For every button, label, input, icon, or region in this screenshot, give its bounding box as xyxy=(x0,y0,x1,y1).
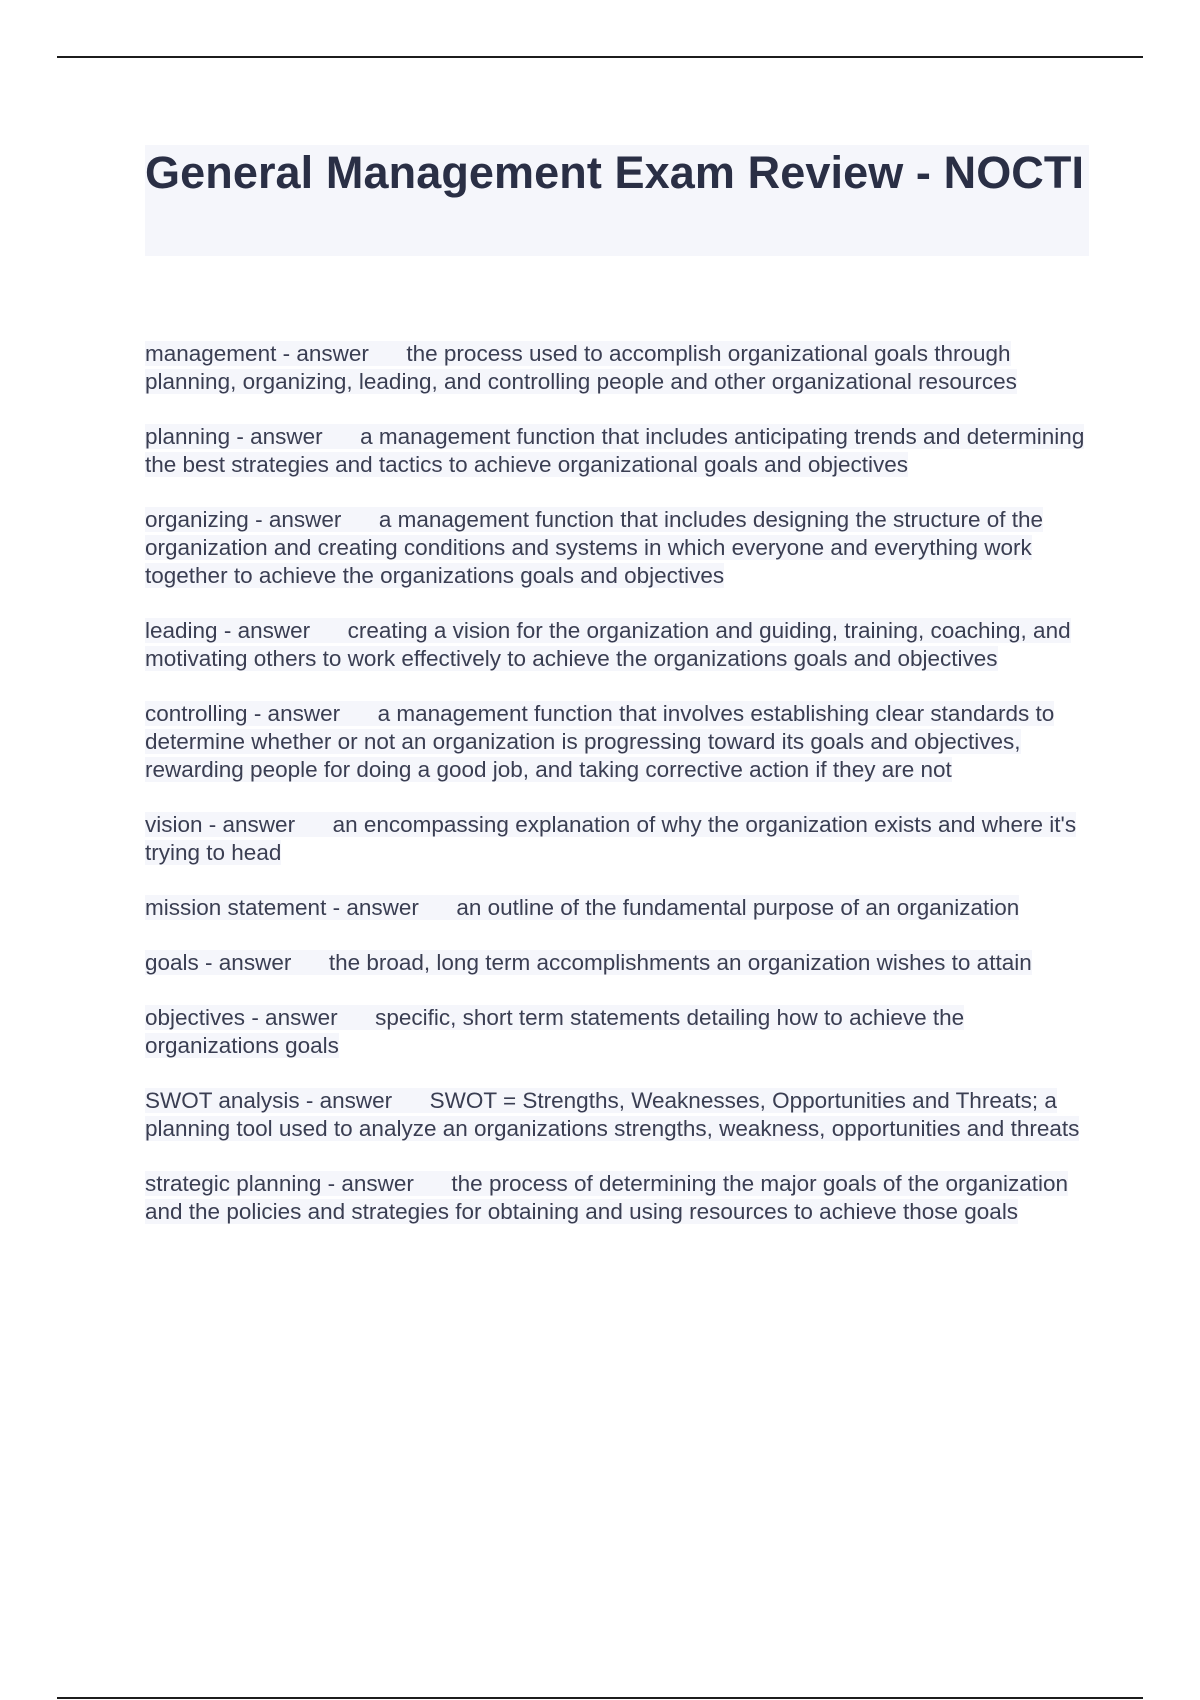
entry-definition: an encompassing explanation of why the organization exists and where it's trying to head xyxy=(145,812,1077,865)
answer-separator: - answer xyxy=(276,341,407,366)
flashcard-entry xyxy=(145,894,1095,922)
flashcard-entry xyxy=(145,1004,1095,1060)
answer-separator: - answer xyxy=(321,1171,452,1196)
answer-separator: - answer xyxy=(245,1005,376,1030)
entry-term: goals xyxy=(145,950,199,975)
flashcard-entry xyxy=(145,949,1095,977)
flashcard-list xyxy=(145,340,1095,1253)
entry-term: vision xyxy=(145,812,203,837)
entry-term: controlling xyxy=(145,701,248,726)
flashcard-entry xyxy=(145,811,1095,867)
answer-separator: - answer xyxy=(198,950,329,975)
flashcard-entry xyxy=(145,617,1095,673)
entry-definition: the process used to accomplish organizational goals through planning, organizing, leading, and controlling people and other organizational resources xyxy=(145,341,1017,394)
answer-separator: - answer xyxy=(248,507,379,532)
answer-separator: - answer xyxy=(247,701,378,726)
answer-separator: - answer xyxy=(299,1088,430,1113)
entry-definition: a management function that involves establishing clear standards to determine whether or not an organization is progressing toward its goals and objectives, rewarding people for doing a good job, and taking corrective action if they are not xyxy=(145,701,1055,782)
entry-definition: a management function that includes designing the structure of the organization and creating conditions and systems in which everyone and everything work together to achieve the organizations goals and objectives xyxy=(145,507,1044,588)
entry-term: mission statement xyxy=(145,895,327,920)
answer-separator: - answer xyxy=(326,895,457,920)
flashcard-entry xyxy=(145,506,1095,590)
top-divider xyxy=(57,56,1143,58)
entry-term: management xyxy=(145,341,277,366)
bottom-divider xyxy=(57,1697,1143,1699)
entry-term: leading xyxy=(145,618,218,643)
entry-definition: creating a vision for the organization and guiding, training, coaching, and motivating others to work effectively to achieve the organizations goals and objectives xyxy=(145,618,1071,671)
entry-definition: specific, short term statements detailing how to achieve the organizations goals xyxy=(145,1005,965,1058)
entry-definition: the process of determining the major goals of the organization and the policies and strategies for obtaining and using resources to achieve those goals xyxy=(145,1171,1069,1224)
answer-separator: - answer xyxy=(230,424,361,449)
flashcard-entry xyxy=(145,700,1095,784)
entry-term: strategic planning xyxy=(145,1171,322,1196)
title-block xyxy=(145,145,1089,256)
flashcard-entry xyxy=(145,423,1095,479)
entry-term: organizing xyxy=(145,507,249,532)
entry-definition: an outline of the fundamental purpose of an organization xyxy=(456,895,1020,920)
entry-definition: SWOT = Strengths, Weaknesses, Opportunities and Threats; a planning tool used to analyze an organizations strengths, weakness, opportunities and threats xyxy=(145,1088,1080,1141)
flashcard-entry xyxy=(145,340,1095,396)
answer-separator: - answer xyxy=(217,618,348,643)
page-title: General Management Exam Review - NOCTI xyxy=(145,147,1085,198)
entry-term: SWOT analysis xyxy=(145,1088,300,1113)
entry-definition: a management function that includes anticipating trends and determining the best strategies and tactics to achieve organizational goals and objectives xyxy=(145,424,1085,477)
entry-term: objectives xyxy=(145,1005,246,1030)
flashcard-entry xyxy=(145,1087,1095,1143)
answer-separator: - answer xyxy=(202,812,333,837)
flashcard-entry xyxy=(145,1170,1095,1226)
entry-term: planning xyxy=(145,424,231,449)
entry-definition: the broad, long term accomplishments an organization wishes to attain xyxy=(328,950,1032,975)
